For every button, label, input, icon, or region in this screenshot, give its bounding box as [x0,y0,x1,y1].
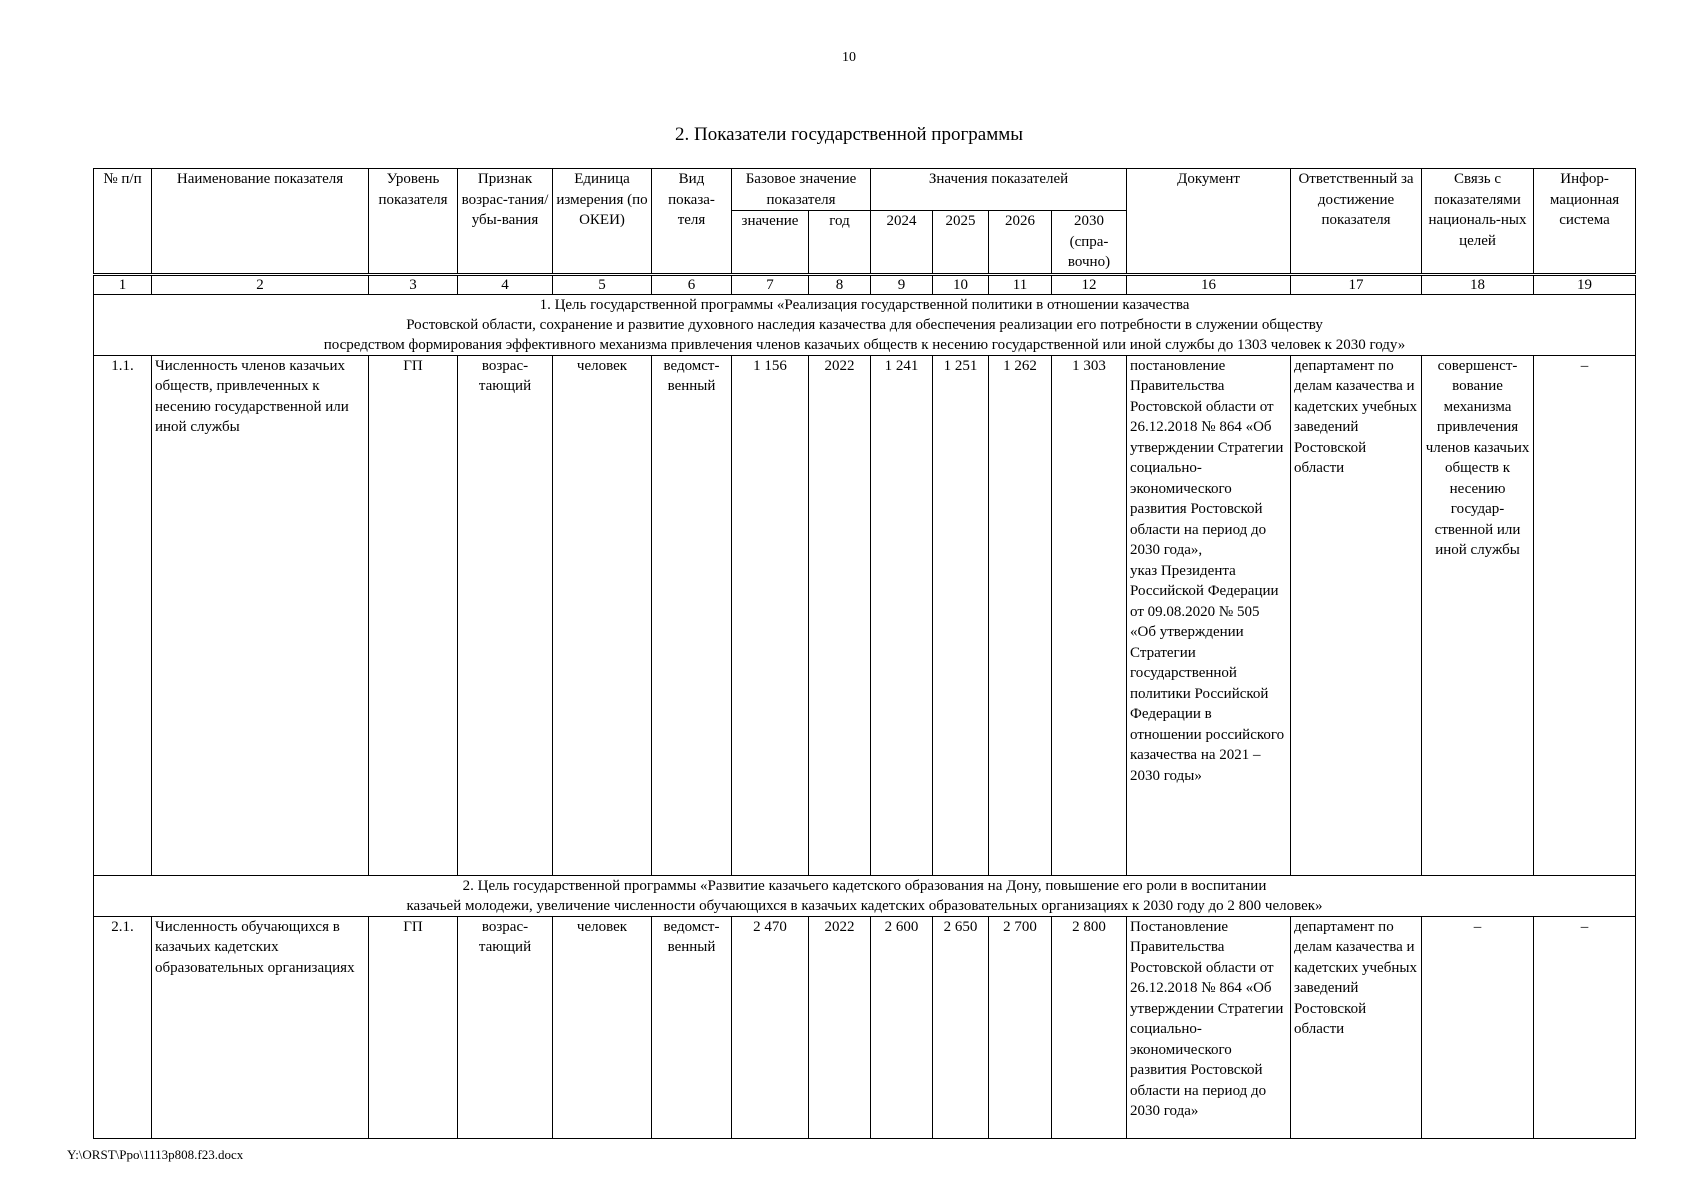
colnum-cell: 5 [553,274,652,294]
row2-link: – [1422,916,1534,1138]
header-base-year: год [809,211,871,275]
row2-trend: возрас-тающий [458,916,553,1138]
row1-level: ГП [369,355,458,875]
row1-base-year: 2022 [809,355,871,875]
colnum-cell: 8 [809,274,871,294]
section-title: 2. Показатели государственной программы [674,124,1024,145]
colnum-cell: 4 [458,274,553,294]
row2-responsible: департамент по делам казачества и кадетских учебных заведений Ростовской области [1291,916,1422,1138]
row1-unit: человек [553,355,652,875]
header-num: № п/п [94,169,152,275]
row1-document: постановление Правительства Ростовской области от 26.12.2018 № 864 «Об утверждении Стратегии социально-экономического развития Ростовской области на период до 2030 года», указ Президента Российской Федерации от 09.08.2020 № 505 «Об утверждении Стратегии государственной политики Российской Федерации в отношении российского казачества на 2021 – 2030 годы» [1127,355,1291,875]
footer-file-path: Y:\ORST\Ppo\1113p808.f23.docx [67,1147,244,1162]
colnum-cell: 3 [369,274,458,294]
goal-2-row: 2. Цель государственной программы «Развитие казачьего кадетского образования на Дону, повышение его роли в воспитании казачьей молодежи, увеличение численности обучающихся в казачьих кадетских образовательных организациях к 2030 году до 2 800 человек» [94,875,1636,916]
header-name: Наименование показателя [152,169,369,275]
row2-2024: 2 600 [871,916,933,1138]
row1-info: – [1534,355,1636,875]
colnum-cell: 17 [1291,274,1422,294]
header-kind: Вид показа-теля [652,169,732,275]
row2-level: ГП [369,916,458,1138]
colnum-cell: 7 [732,274,809,294]
colnum-cell: 18 [1422,274,1534,294]
row2-name: Численность обучающихся в казачьих кадетских образовательных организациях [152,916,369,1138]
goal-1-row: 1. Цель государственной программы «Реализация государственной политики в отношении казачества Ростовской области, сохранение и развитие духовного наследия казачества для обеспечения реализации его потребности в служении обществу посредством формирования эффективного механизма привлечения членов казачьих обществ к несению государственной или иной службы до 1303 человек к 2030 году» [94,294,1636,355]
colnum-cell: 19 [1534,274,1636,294]
row1-2030: 1 303 [1052,355,1127,875]
row2-2030: 2 800 [1052,916,1127,1138]
row2-info: – [1534,916,1636,1138]
row2-2025: 2 650 [933,916,989,1138]
row2-2026: 2 700 [989,916,1052,1138]
colnum-cell: 11 [989,274,1052,294]
row1-link: совершенст-вование механизма привлечения членов казачьих обществ к несению государ-ственной или иной службы [1422,355,1534,875]
header-base-group: Базовое значение показателя [732,169,871,211]
header-2024: 2024 [871,211,933,275]
row1-responsible: департамент по делам казачества и кадетских учебных заведений Ростовской области [1291,355,1422,875]
colnum-cell: 6 [652,274,732,294]
header-base-value: значение [732,211,809,275]
header-values-group: Значения показателей [871,169,1127,211]
colnum-cell: 10 [933,274,989,294]
header-info: Инфор-мационная система [1534,169,1636,275]
row1-num: 1.1. [94,355,152,875]
header-unit: Единица измерения (по ОКЕИ) [553,169,652,275]
row1-trend: возрас-тающий [458,355,553,875]
header-level: Уровень показателя [369,169,458,275]
row1-kind: ведомст-венный [652,355,732,875]
header-2026: 2026 [989,211,1052,275]
row1-2026: 1 262 [989,355,1052,875]
header-responsible: Ответственный за достижение показателя [1291,169,1422,275]
indicators-table [93,168,1636,1139]
header-2025: 2025 [933,211,989,275]
row2-unit: человек [553,916,652,1138]
row2-base-year: 2022 [809,916,871,1138]
row2-base-value: 2 470 [732,916,809,1138]
page-number: 10 [842,50,856,65]
header-2030: 2030 (спра-вочно) [1052,211,1127,275]
colnum-cell: 12 [1052,274,1127,294]
colnum-cell: 16 [1127,274,1291,294]
colnum-cell: 2 [152,274,369,294]
row1-2025: 1 251 [933,355,989,875]
colnum-cell: 1 [94,274,152,294]
row2-document: Постановление Правительства Ростовской области от 26.12.2018 № 864 «Об утверждении Стратегии социально-экономического развития Ростовской области на период до 2030 года» [1127,916,1291,1138]
colnum-cell: 9 [871,274,933,294]
row2-kind: ведомст-венный [652,916,732,1138]
row1-name: Численность членов казачьих обществ, привлеченных к несению государственной или иной службы [152,355,369,875]
header-link: Связь с показателями националь-ных целей [1422,169,1534,275]
header-document: Документ [1127,169,1291,275]
row1-2024: 1 241 [871,355,933,875]
row2-num: 2.1. [94,916,152,1138]
row1-base-value: 1 156 [732,355,809,875]
header-trend: Признак возрас-тания/убы-вания [458,169,553,275]
